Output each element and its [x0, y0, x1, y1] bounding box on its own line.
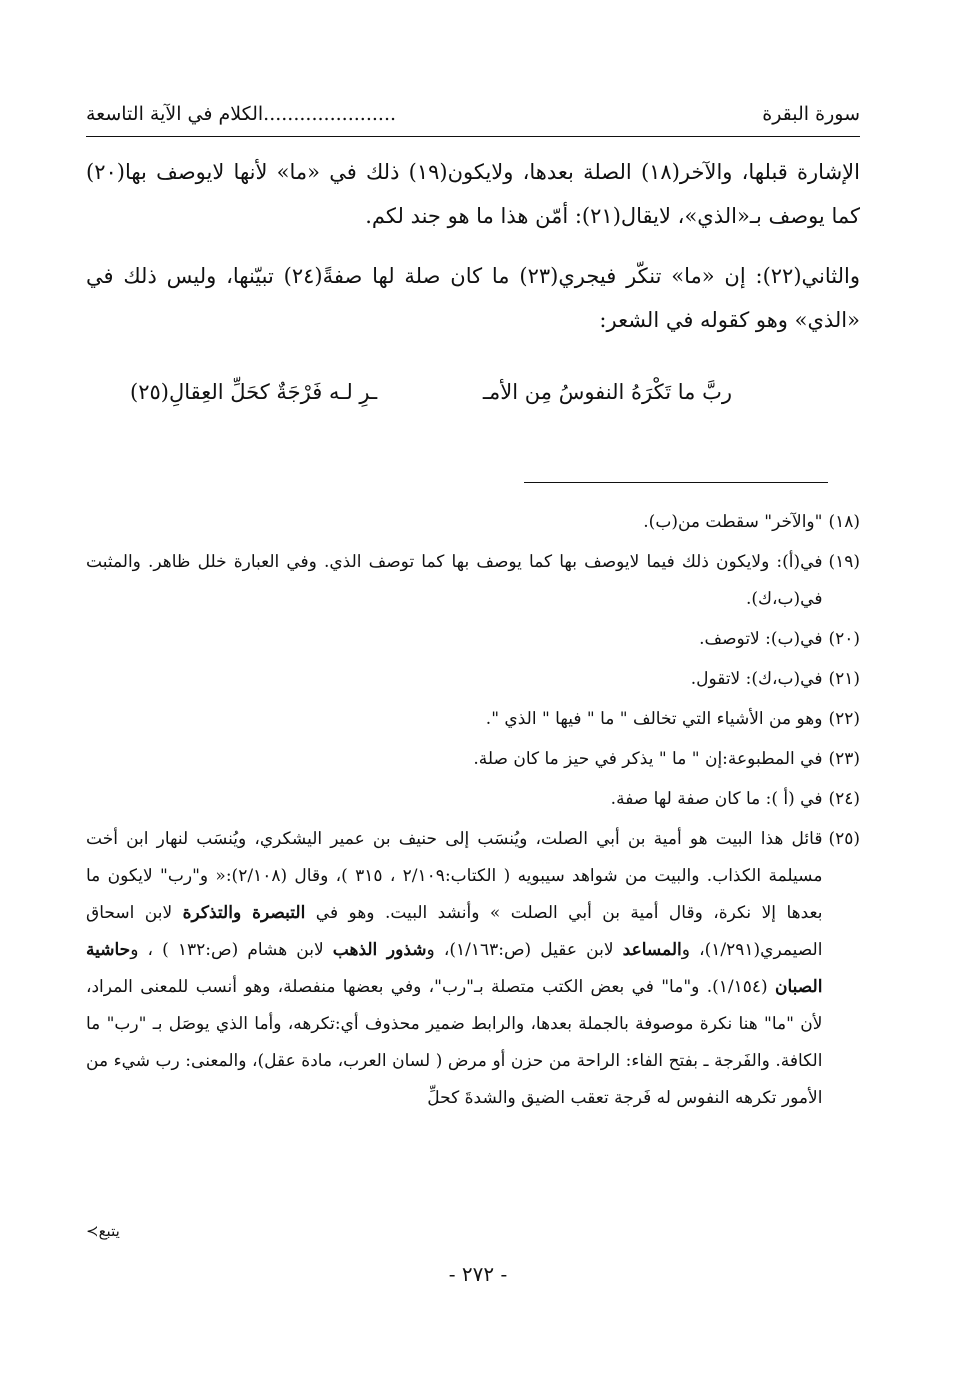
book-title-shudhur: شذور الذهب	[332, 940, 427, 960]
footnote-text: في(أ): ولايكون ذلك فيما لايوصف بها كما يوصف بها كما توصف الذي. وفي العبارة خلل ظاهر. والمثبت في(ب،ك).	[86, 552, 823, 609]
footnote-19	[86, 544, 860, 618]
verse-second-hemistich: ـرِ لـه فَرْجَةٌ كحَلِّ العِقالِ(٢٥)	[130, 380, 378, 404]
footnote-number: (٢٠)	[828, 629, 860, 649]
verse-first-hemistich: ربَّ ما تَكْرَهُ النفوسُ مِن الأمـ	[482, 380, 732, 404]
footnote-number: (٢٣)	[828, 749, 860, 769]
poetry-verse	[130, 380, 732, 404]
footnote-text: في المطبوعة:إن " ما " يذكر في حيز ما كان صلة.	[473, 749, 823, 769]
footnote-number: (٢٢)	[828, 709, 860, 729]
footnote-text: "والآخر" سقطت من(ب).	[643, 512, 823, 532]
running-header	[86, 96, 860, 137]
footnote-segment: لابن اسحاق الصيمري(١/٢٩١)، و	[86, 903, 823, 960]
main-text	[86, 150, 860, 358]
book-title-hashiya: حاشية الصبان	[86, 940, 823, 997]
footnote-25	[86, 821, 860, 1117]
paragraph-2: والثاني(٢٢): إن «ما» تنكّر فيجري(٢٣) ما كان صلة لها صفةً(٢٤) تبيّنها، وليس ذلك في «الذي» وهو كقوله في الشعر:	[86, 264, 860, 332]
footnotes	[86, 504, 860, 1120]
footnote-number: (١٨)	[828, 512, 860, 532]
footnote-segment: لابن عقيل (ص:١/١٦٣)، و	[426, 940, 614, 960]
footnote-21	[86, 661, 860, 698]
footnote-20	[86, 621, 860, 658]
footnote-24	[86, 781, 860, 818]
arrow-left-icon: ≻	[86, 1222, 99, 1240]
footnote-text: وهو من الأشياء التي تخالف " ما " فيها " الذي ".	[485, 709, 823, 729]
book-title-musaid: المساعد	[622, 940, 682, 960]
footnote-segment: لابن هشام (ص:١٣٢ ) ، و	[130, 940, 324, 960]
footnote-separator	[524, 482, 828, 483]
header-section-title: ......................الكلام في الآية التاسعة	[86, 103, 397, 125]
footnote-23	[86, 741, 860, 778]
footnote-text	[86, 821, 822, 1117]
footnote-number: (٢٥)	[828, 829, 860, 849]
continuation-marker	[86, 1222, 120, 1240]
header-surah-title: سورة البقرة	[762, 103, 860, 125]
footnote-22	[86, 701, 860, 738]
footnote-number: (١٩)	[828, 552, 860, 572]
book-title-tabsira: التبصرة والتذكرة	[182, 903, 306, 923]
footnote-segment: (١/١٥٤). و"ما" في بعض الكتب متصلة بـ"رب"، وفي بعضها منفصلة، وهو أنسب للمعنى المراد، لأن "ما" هنا نكرة موصوفة بالجملة بعدها، والرابط ضمير محذوف أي:تكرهه، وأما الذي يوصَل بـ "رب" ما الكافة. والفَرجة ـ بفتح الفاء: الراحة من حزن أو مرض ( لسان العرب، مادة عقل)، والمعنى: رب شيء من الأمور تكرهه النفوس له فَرجة تعقب الضيق والشدةَ كحلِّ	[86, 977, 823, 1108]
page-number: - ٢٧٢ -	[448, 1262, 508, 1286]
footnote-text: في(ب،ك): لاتقول.	[690, 669, 823, 689]
footnote-18	[86, 504, 860, 541]
paragraph-1: الإشارة قبلها، والآخر(١٨) الصلة بعدها، ولايكون(١٩) ذلك في «ما» لأنها لايوصف بها(٢٠) كما يوصف بـ«الذي»، لايقال(٢١): أمّن هذا ما هو جند لكم.	[86, 160, 860, 228]
footnote-text: في(ب): لاتوصف.	[699, 629, 823, 649]
continuation-label: يتبع	[98, 1222, 120, 1240]
footnote-text: في (أ ): ما كان صفة لها صفة.	[610, 789, 823, 809]
footnote-number: (٢٤)	[828, 789, 860, 809]
footnote-number: (٢١)	[828, 669, 860, 689]
footnote-segment: قائل هذا البيت هو أمية بن أبي الصلت، ويُنسَب إلى حنيف بن عمير اليشكري، ويُنسَب لنهار ابن أخت مسيلمة الكذاب. والبيت من شواهد سيبويه ( الكتاب:٢/١٠٩ ، ٣١٥ )، وقال (٢/١٠٨):« و"رب" لايكون ما بعدها إلا نكرة، وقال أمية بن أبي الصلت » وأنشد البيت. وهو في	[86, 829, 823, 923]
